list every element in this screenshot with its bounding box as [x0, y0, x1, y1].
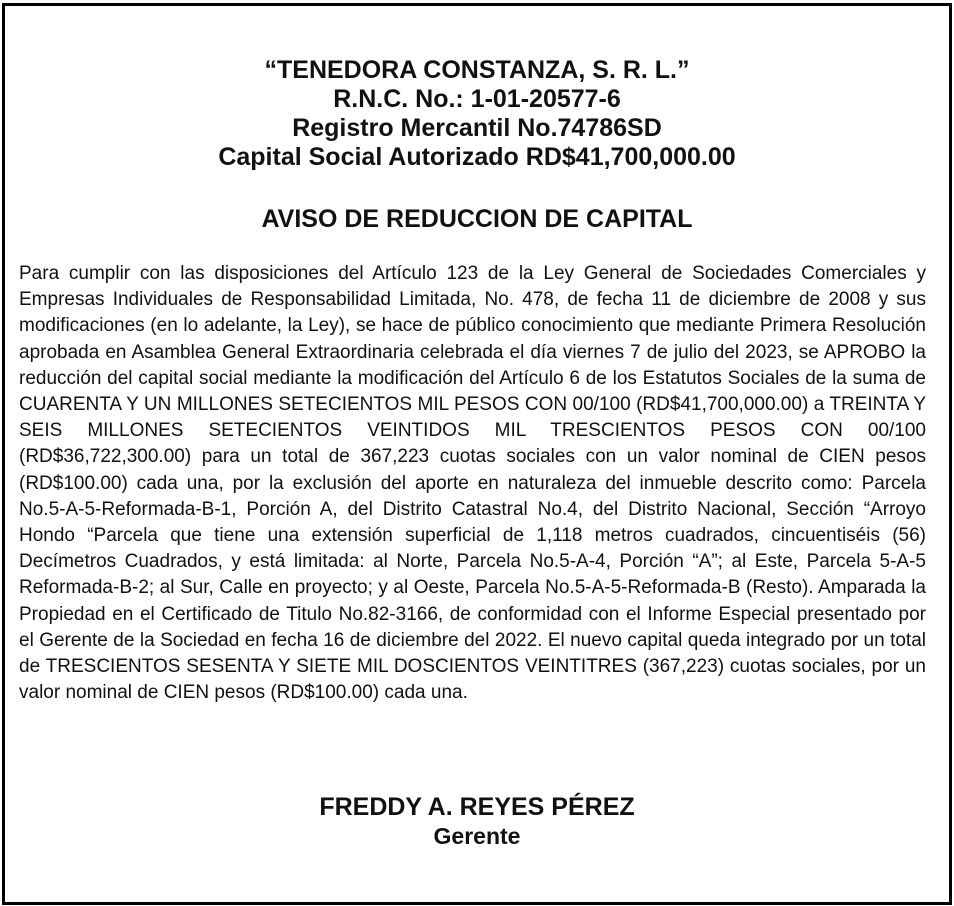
- company-name: “TENEDORA CONSTANZA, S. R. L.”: [264, 56, 690, 84]
- signer-name: FREDDY A. REYES PÉREZ: [319, 793, 635, 821]
- company-header: [0, 56, 954, 172]
- notice-title: AVISO DE REDUCCION DE CAPITAL: [261, 205, 693, 233]
- notice-body: Para cumplir con las disposiciones del Artículo 123 de la Ley General de Sociedades Comerciales y Empresas Individuales de Responsabilidad Limitada, No. 478, de fecha 11 de diciembre de 2008 y sus modificaciones (en lo adelante, la Ley), se hace de público conocimiento que mediante Primera Resolución aprobada en Asamblea General Extraordinaria celebrada el día viernes 7 de julio del 2023, se APROBO la reducción del capital social mediante la modificación del Artículo 6 de los Estatutos Sociales de la suma de CUARENTA Y UN MILLONES SETECIENTOS MIL PESOS CON 00/100 (RD$41,700,000.00) a TREINTA Y SEIS MILLONES SETECIENTOS VEINTIDOS MIL TRESCIENTOS PESOS CON 00/100 (RD$36,722,300.00) para un total de 367,223 cuotas sociales con un valor nominal de CIEN pesos (RD$100.00) cada una, por la exclusión del aporte en naturaleza del inmueble descrito como: Parcela No.5-A-5-Reformada-B-1, Porción A, del Distrito Catastral No.4, del Distrito Nacional, Sección “Arroyo Hondo “Parcela que tiene una extensión superficial de 1,118 metros cuadrados, cincuentiséis (56) Decímetros Cuadrados, y está limitada: al Norte, Parcela No.5-A-4, Porción “A”; al Este, Parcela 5-A-5 Reformada-B-2; al Sur, Calle en proyecto; y al Oeste, Parcela No.5-A-5-Reformada-B (Resto). Amparada la Propiedad en el Certificado de Titulo No.82-3166, de conformidad con el Informe Especial presentado por el Gerente de la Sociedad en fecha 16 de diciembre del 2022. El nuevo capital queda integrado por un total de TRESCIENTOS SESENTA Y SIETE MIL DOSCIENTOS VEINTITRES (367,223) cuotas sociales, por un valor nominal de CIEN pesos (RD$100.00) cada una.: [19, 263, 926, 704]
- authorized-capital: Capital Social Autorizado RD$41,700,000.00: [218, 143, 736, 171]
- signature-block: [0, 792, 954, 850]
- signer-role: Gerente: [433, 823, 521, 849]
- mercantile-registry: Registro Mercantil No.74786SD: [292, 114, 662, 142]
- rnc-number: R.N.C. No.: 1-01-20577-6: [333, 85, 621, 113]
